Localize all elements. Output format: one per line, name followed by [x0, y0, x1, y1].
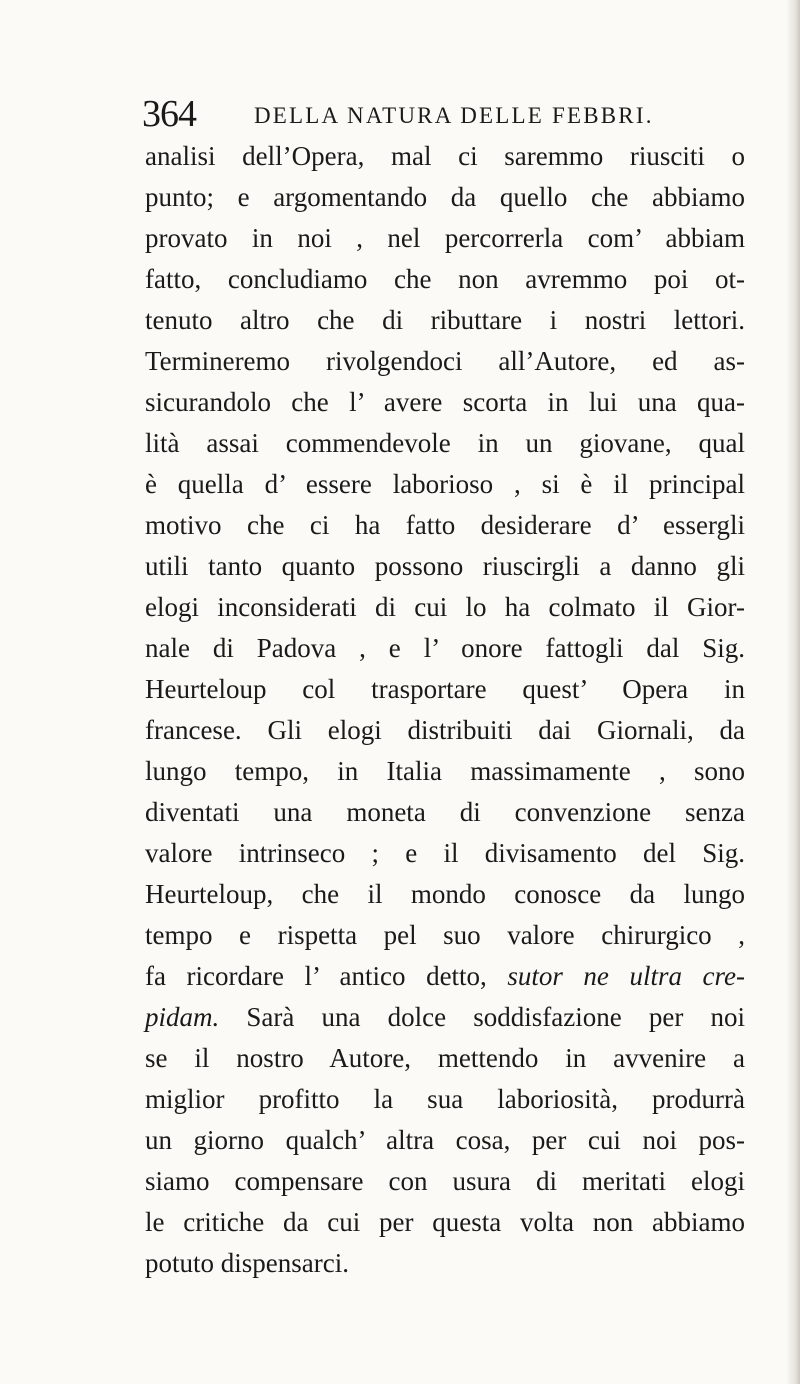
body-text	[145, 136, 745, 1284]
text-line: francese. Gli elogi distribuiti dai Giornali, da	[145, 715, 745, 745]
page-edge-shadow	[786, 0, 800, 1384]
text-line: lità assai commendevole in un giovane, qual	[145, 428, 745, 458]
text-line-last: potuto dispensarci.	[145, 1248, 349, 1278]
text-line: punto; e argomentando da quello che abbiamo	[145, 182, 745, 212]
line-text: Sarà una dolce soddisfazione per noi	[219, 1002, 745, 1032]
text-line: siamo compensare con usura di meritati elogi	[145, 1166, 745, 1196]
text-line: lungo tempo, in Italia massimamente , sono	[145, 756, 745, 786]
text-line-with-quote	[145, 956, 745, 997]
text-line: tempo e rispetta pel suo valore chirurgico ,	[145, 920, 745, 950]
page-header	[142, 92, 742, 142]
text-line: Heurteloup, che il mondo conosce da lungo	[145, 879, 745, 909]
text-line: Heurteloup col trasportare quest’ Opera in	[145, 674, 745, 704]
text-line: provato in noi , nel percorrerla com’ abbiam	[145, 223, 745, 253]
line-text: fa ricordare l’ antico detto,	[145, 961, 508, 991]
text-line: miglior profitto la sua laboriosità, produrrà	[145, 1084, 745, 1114]
text-line: se il nostro Autore, mettendo in avvenire a	[145, 1043, 745, 1073]
text-line: sicurandolo che l’ avere scorta in lui una qua-	[145, 387, 745, 417]
page-number: 364	[142, 93, 196, 135]
text-line: le critiche da cui per questa volta non abbiamo	[145, 1207, 745, 1237]
running-head: DELLA NATURA DELLE FEBBRI.	[254, 103, 654, 128]
text-line: elogi inconsiderati di cui lo ha colmato il Gior-	[145, 592, 745, 622]
text-line: Termineremo rivolgendoci all’Autore, ed as-	[145, 346, 745, 376]
text-line: valore intrinseco ; e il divisamento del Sig.	[145, 838, 745, 868]
text-line: nale di Padova , e l’ onore fattogli dal Sig.	[145, 633, 745, 663]
text-line: diventati una moneta di convenzione senza	[145, 797, 745, 827]
text-line: è quella d’ essere laborioso , si è il principal	[145, 469, 745, 499]
latin-quote: sutor ne ultra cre-	[507, 961, 745, 991]
text-line: analisi dell’Opera, mal ci saremmo riusciti o	[145, 141, 745, 171]
text-line: motivo che ci ha fatto desiderare d’ essergli	[145, 510, 745, 540]
text-line: fatto, concludiamo che non avremmo poi ot-	[145, 264, 745, 294]
text-line: utili tanto quanto possono riuscirgli a danno gli	[145, 551, 745, 581]
text-line-with-quote	[145, 997, 745, 1038]
latin-quote-end: pidam.	[145, 1002, 220, 1032]
text-line: un giorno qualch’ altra cosa, per cui noi pos-	[145, 1125, 745, 1155]
text-line: tenuto altro che di ributtare i nostri lettori.	[145, 305, 745, 335]
